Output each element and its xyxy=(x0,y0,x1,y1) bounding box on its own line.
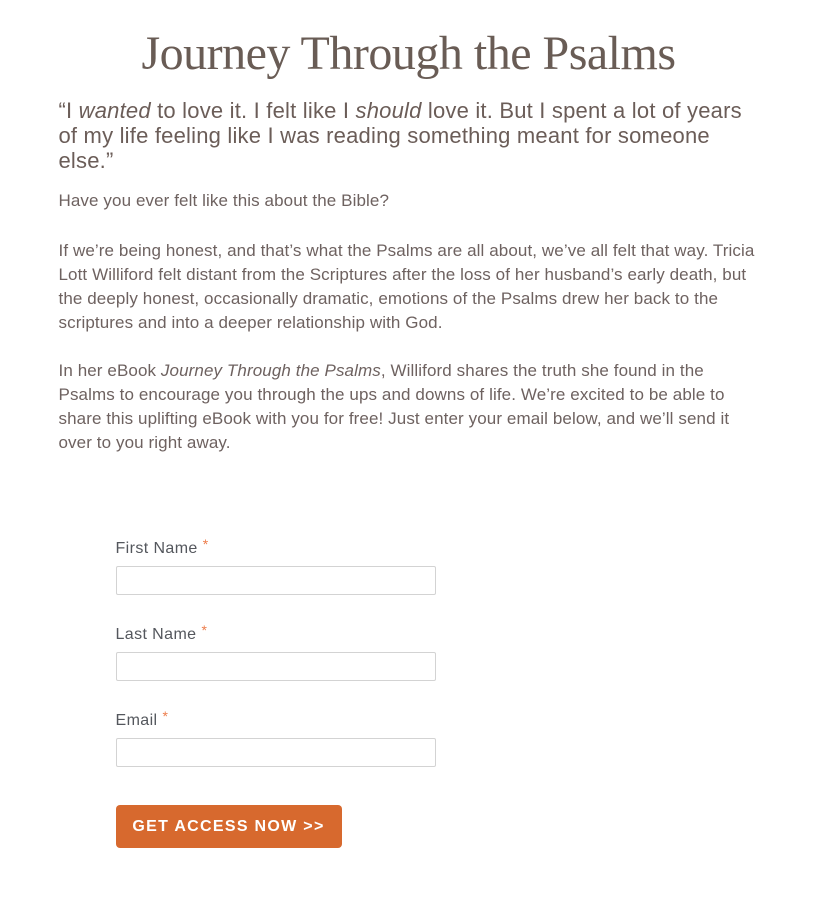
field-last-name xyxy=(116,621,759,681)
field-email xyxy=(116,707,759,767)
first-name-label xyxy=(116,535,759,558)
story-paragraph: If we’re being honest, and that’s what the Psalms are all about, we’ve all felt that way. Tricia Lott Williford felt distant from the Scriptures after the loss of her husband’s early death, but the deeply honest, occasionally dramatic, emotions of the Psalms drew her back to the scriptures and into a deeper relationship with God. xyxy=(58,241,755,333)
landing-page xyxy=(59,0,759,904)
email-label xyxy=(116,707,759,730)
required-asterisk: * xyxy=(202,536,209,553)
last-name-label-text: Last Name xyxy=(115,626,197,644)
first-name-label-text: First Name xyxy=(115,540,198,558)
required-asterisk: * xyxy=(201,622,208,639)
intro-question: Have you ever felt like this about the Bible? xyxy=(58,191,390,211)
required-asterisk: * xyxy=(162,708,169,725)
field-first-name xyxy=(116,535,759,595)
email-label-text: Email xyxy=(115,712,158,730)
get-access-button[interactable]: GET ACCESS NOW >> xyxy=(116,805,342,848)
page-title: Journey Through the Psalms xyxy=(141,27,676,80)
email-input[interactable] xyxy=(116,738,436,767)
last-name-label xyxy=(116,621,759,644)
last-name-input[interactable] xyxy=(116,652,436,681)
optin-form xyxy=(116,535,759,848)
testimonial-quote: “I wanted to love it. I felt like I should love it. But I spent a lot of years of my life feeling like I was reading something meant for someone else.” xyxy=(58,98,742,174)
first-name-input[interactable] xyxy=(116,566,436,595)
offer-paragraph: In her eBook Journey Through the Psalms, Williford shares the truth she found in the Psalms to encourage you through the ups and downs of life. We’re excited to be able to share this uplifting eBook with you for free! Just enter your email below, and we’ll send it over to you right away. xyxy=(58,361,730,453)
